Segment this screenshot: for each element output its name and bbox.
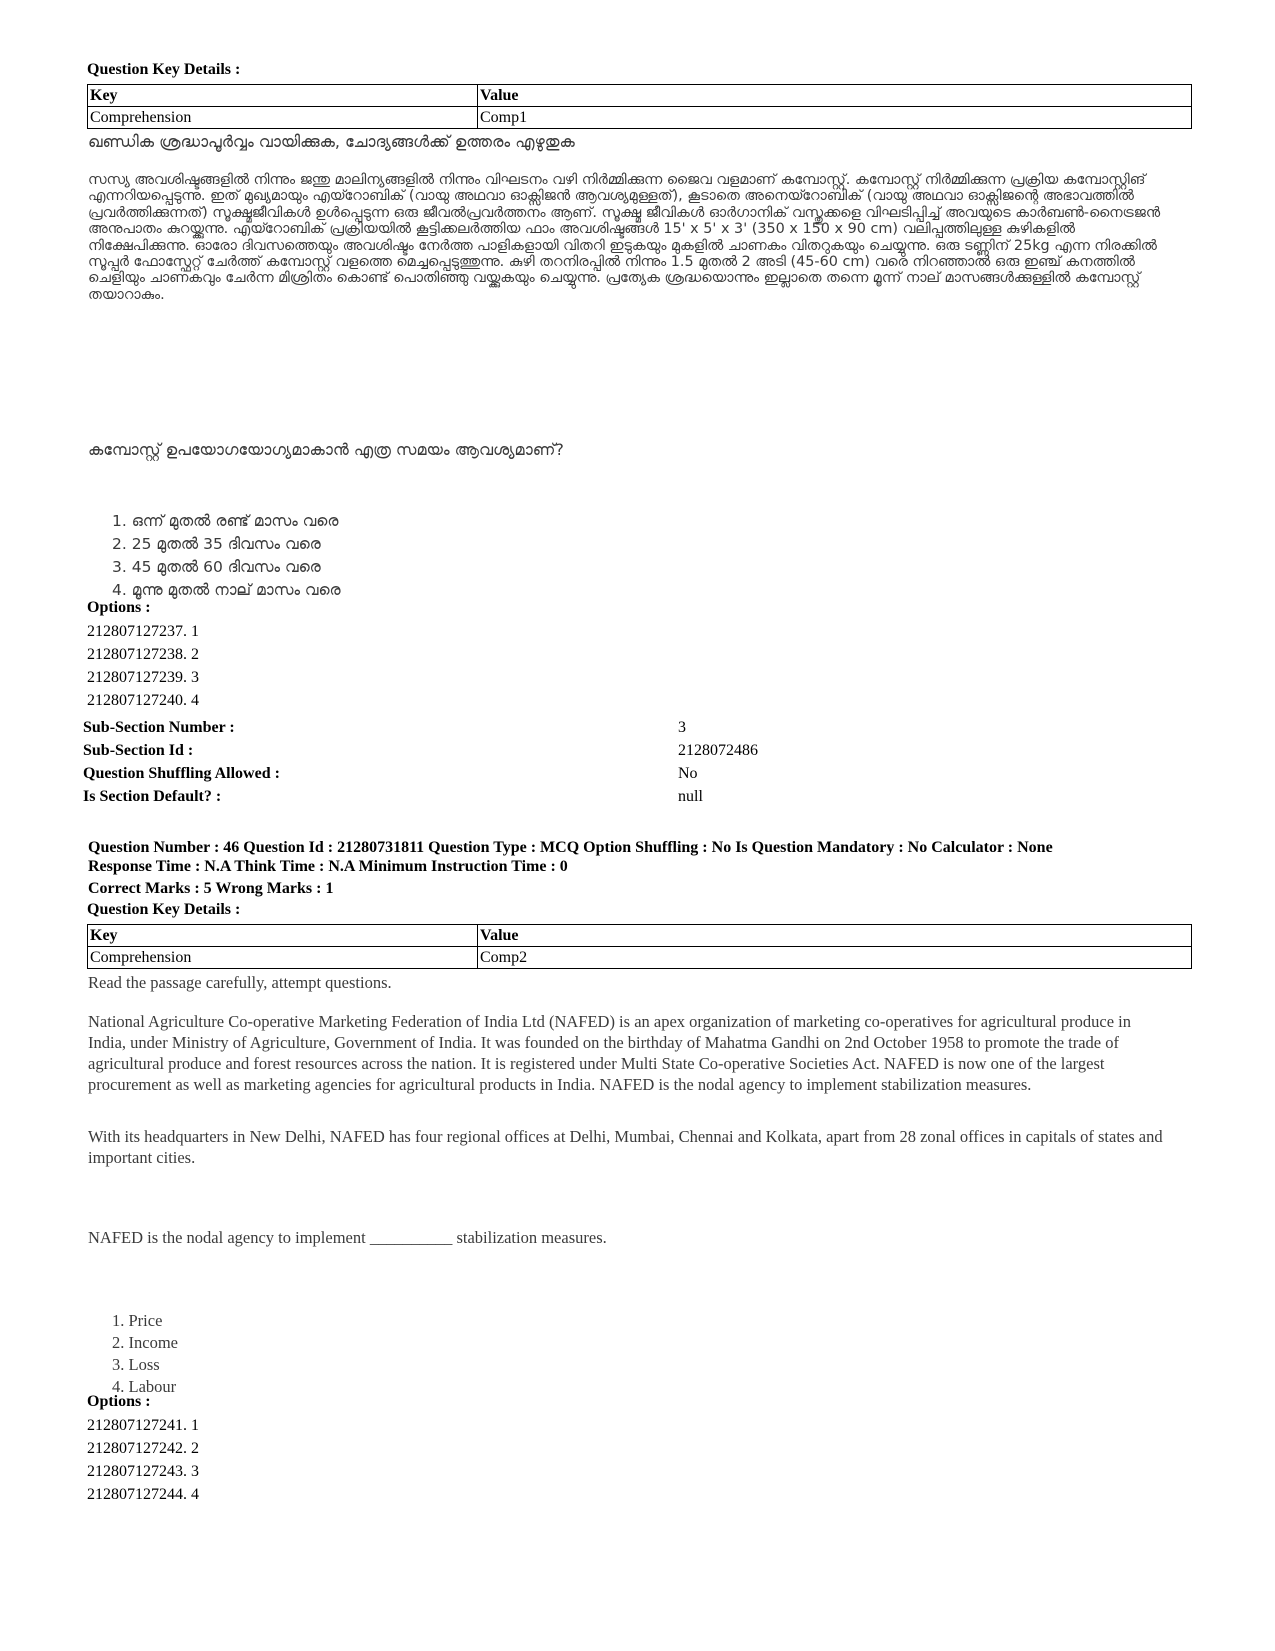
choice-list <box>112 510 341 602</box>
key-details-label: Question Key Details : <box>87 901 241 918</box>
choice-item: 1. Price <box>112 1311 163 1330</box>
table-header-key: Key <box>88 925 478 947</box>
question-meta-line: Response Time : N.A Think Time : N.A Minimum Instruction Time : 0 <box>88 858 568 875</box>
option-id: 212807127237. 1 <box>87 623 199 640</box>
question-meta-line: Question Number : 46 Question Id : 21280731811 Question Type : MCQ Option Shuffling : No Is Question Mandatory : No Calculator : None <box>88 839 1053 856</box>
options-label: Options : <box>87 1393 151 1410</box>
choice-item: 4. മൂന്നു മുതൽ നാല് മാസം വരെ <box>112 581 341 599</box>
subsection-label: Sub-Section Id : <box>83 742 194 759</box>
question-text: NAFED is the nodal agency to implement __________ stabilization measures. <box>88 1228 607 1247</box>
table-header-value: Value <box>478 85 1192 107</box>
question-text: കമ്പോസ്റ്റ് ഉപയോഗയോഗ്യമാകാൻ എത്ര സമയം ആവശ്യമാണ്? <box>88 440 564 459</box>
subsection-value: null <box>678 788 703 805</box>
choice-item: 4. Labour <box>112 1377 177 1396</box>
choice-item: 2. Income <box>112 1333 178 1352</box>
subsection-label: Is Section Default? : <box>83 788 222 805</box>
table-header-key: Key <box>88 85 478 107</box>
options-label: Options : <box>87 599 151 616</box>
passage-text: With its headquarters in New Delhi, NAFED has four regional offices at Delhi, Mumbai, Chennai and Kolkata, apart from 28 zonal offices in capitals of states and important cities. <box>88 1127 1163 1167</box>
passage-text: സസ്യ അവശിഷ്ടങ്ങളിൽ നിന്നും ജന്തു മാലിന്യങ്ങളിൽ നിന്നും വിഘടനം വഴി നിർമ്മിക്കുന്ന ജൈവ വളമാണ് കമ്പോസ്റ്റ്. കമ്പോസ്റ്റ് നിർമ്മിക്കുന്ന പ്രക്രിയ കമ്പോസ്റ്റിങ് എന്നറിയപ്പെടുന്നു. ഇത് മുഖ്യമായും എയ്റോബിക് (വായു അഥവാ ഓക്സിജൻ ആവശ്യമുള്ളത്), കൂടാതെ അനെയ്റോബിക് (വായു അഥവാ ഓക്സിജന്റെ അഭാവത്തിൽ പ്രവർത്തിക്കുന്നത്) സൂക്ഷ്മജീവികൾ ഉൾപ്പെടുന്ന ഒരു ജീവൽപ്രവർത്തനം ആണ്. സൂക്ഷ്മ ജീവികൾ ഓർഗാനിക് വസ്തുക്കളെ വിഘടിപ്പിച്ച് അവയുടെ കാർബൺ-നൈട്രജൻ അനുപാതം കുറയ്ക്കുന്നു. എയ്റോബിക് പ്രക്രിയയിൽ കൂട്ടിക്കലർത്തിയ ഫാം അവശിഷ്ടങ്ങൾ 15' x 5' x 3' (350 x 150 x 90 cm) വലിപ്പത്തിലുള്ള കുഴികളിൽ നിക്ഷേപിക്കുന്നു. ഓരോ ദിവസത്തെയും അവശിഷ്ടം നേർത്ത പാളികളായി വിതറി ഇടുകയും മുകളിൽ ചാണകം വിതറുകയും ചെയ്യുന്നു. ഒരു ടണ്ണിന് 25kg എന്ന നിരക്കിൽ സൂപ്പർ ഫോസ്ഫേറ്റ് ചേർത്ത് കമ്പോസ്റ്റ് വളത്തെ മെച്ചപ്പെടുത്തുന്നു. കുഴി തറനിരപ്പിൽ നിന്നും 1.5 മുതൽ 2 അടി (45-60 cm) വരെ നിറഞ്ഞാൽ ഒരു ഇഞ്ച് കനത്തിൽ ചെളിയും ചാണകവും ചേർന്ന മിശ്രിതം കൊണ്ട് പൊതിഞ്ഞു വയ്ക്കുകയും ചെയ്യുന്നു. പ്രത്യേക ശ്രദ്ധയൊന്നും ഇല്ലാതെ തന്നെ മൂന്ന് നാല് മാസങ്ങൾക്കുള്ളിൽ കമ്പോസ്റ്റ് തയാറാകും. <box>88 172 1161 303</box>
passage-text: National Agriculture Co-operative Marketing Federation of India Ltd (NAFED) is an apex organization of marketing co-operatives for agricultural produce in India, under Ministry of Agriculture, Government of India. It was founded on the birthday of Mahatma Gandhi on 2nd October 1958 to promote the trade of agricultural produce and forest resources across the nation. It is registered under Multi State Co-operative Societies Act. NAFED is now one of the largest procurement as well as marketing agencies for agricultural products in India. NAFED is the nodal agency to implement stabilization measures. <box>88 1012 1131 1094</box>
table-header-value: Value <box>478 925 1192 947</box>
option-id: 212807127238. 2 <box>87 646 199 663</box>
choice-item: 3. Loss <box>112 1355 160 1374</box>
marks-line: Correct Marks : 5 Wrong Marks : 1 <box>88 880 334 897</box>
option-id: 212807127244. 4 <box>87 1486 199 1503</box>
table-cell-key: Comprehension <box>88 107 478 129</box>
table-cell-key: Comprehension <box>88 947 478 969</box>
key-value-table <box>87 84 1192 129</box>
table-row <box>88 947 1192 969</box>
choice-item: 3. 45 മുതൽ 60 ദിവസം വരെ <box>112 558 321 576</box>
subsection-label: Question Shuffling Allowed : <box>83 765 280 782</box>
table-header-row <box>88 85 1192 107</box>
table-row <box>88 107 1192 129</box>
table-cell-value: Comp2 <box>478 947 1192 969</box>
option-id: 212807127243. 3 <box>87 1463 199 1480</box>
choice-item: 2. 25 മുതൽ 35 ദിവസം വരെ <box>112 535 321 553</box>
option-id: 212807127239. 3 <box>87 669 199 686</box>
key-value-table <box>87 924 1192 969</box>
choice-item: 1. ഒന്ന് മുതൽ രണ്ട് മാസം വരെ <box>112 512 339 530</box>
subsection-value: 2128072486 <box>678 742 758 759</box>
table-header-row <box>88 925 1192 947</box>
choice-list <box>112 1310 178 1398</box>
passage-instruction: Read the passage carefully, attempt questions. <box>88 973 392 992</box>
passage-instruction: ഖണ്ഡിക ശ്രദ്ധാപൂർവ്വം വായിക്കുക, ചോദ്യങ്ങൾക്ക് ഉത്തരം എഴുതുക <box>88 132 575 151</box>
option-id: 212807127242. 2 <box>87 1440 199 1457</box>
key-details-label: Question Key Details : <box>87 61 241 78</box>
subsection-value: 3 <box>678 719 686 736</box>
subsection-label: Sub-Section Number : <box>83 719 235 736</box>
option-id: 212807127240. 4 <box>87 692 199 709</box>
table-cell-value: Comp1 <box>478 107 1192 129</box>
subsection-value: No <box>678 765 698 782</box>
option-id: 212807127241. 1 <box>87 1417 199 1434</box>
